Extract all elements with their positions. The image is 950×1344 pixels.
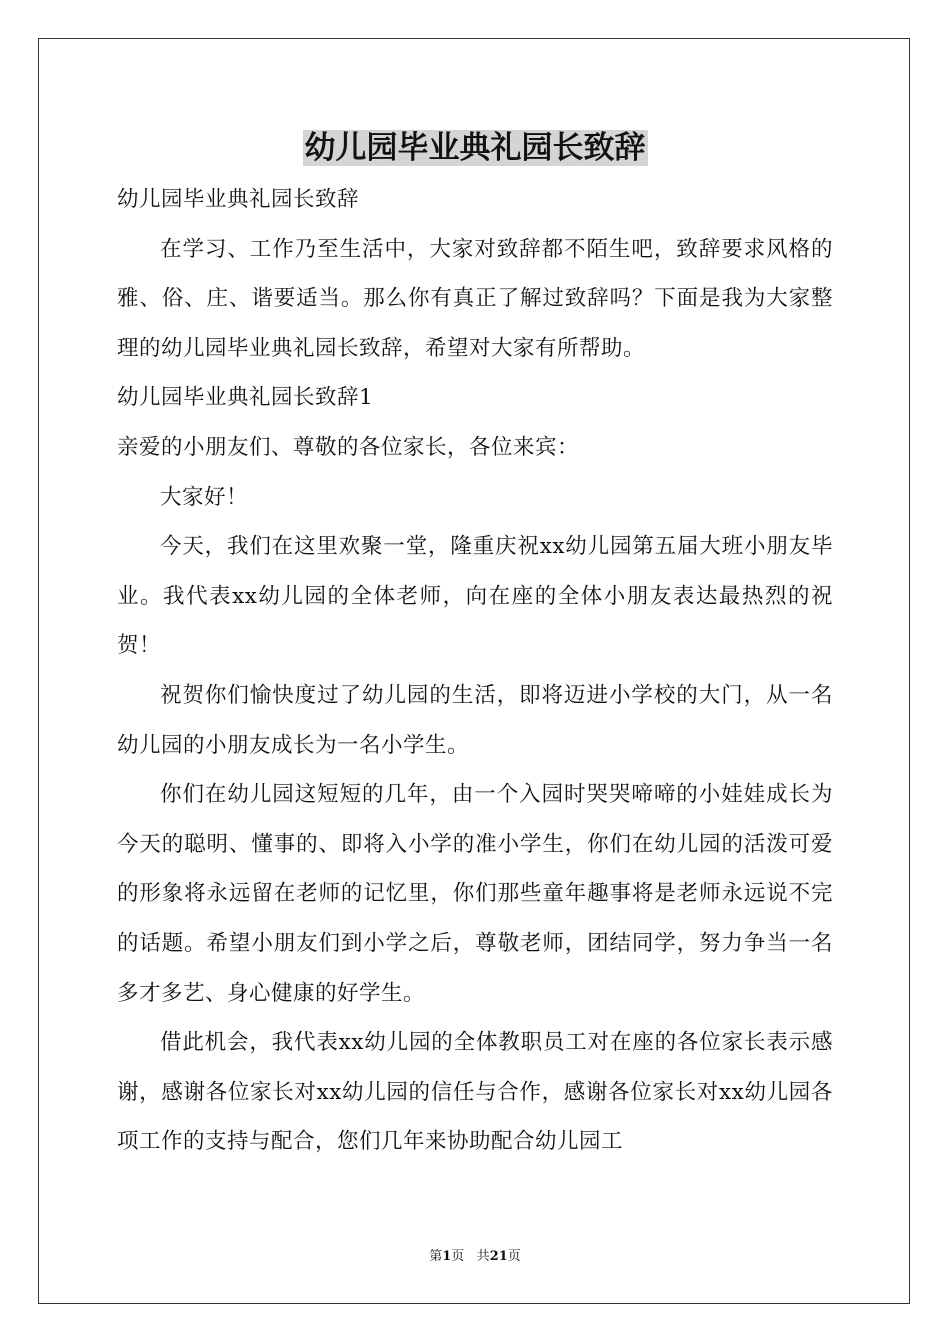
- paragraph-section-heading: 幼儿园毕业典礼园长致辞1: [117, 385, 374, 411]
- footer-page-suffix: 页: [451, 1249, 465, 1264]
- paragraph-body: 你们在幼儿园这短短的几年，由一个入园时哭哭啼啼的小娃娃成长为今天的聪明、懂事的、即将入小学的准小学生，你们在幼儿园的活泼可爱的形象将永远留在老师的记忆里，你们那些童年趣事将是老师永远说不完的话题。希望小朋友们到小学之后，尊敬老师，团结同学，努力争当一名多才多艺、身心健康的好学生。: [117, 782, 833, 1006]
- footer-total-suffix: 页: [507, 1249, 521, 1264]
- document-title-text: 幼儿园毕业典礼园长致辞: [304, 130, 646, 166]
- paragraph-body: 祝贺你们愉快度过了幼儿园的生活，即将迈进小学校的大门，从一名幼儿园的小朋友成长为一名小学生。: [117, 682, 833, 758]
- footer-total-prefix: 共: [476, 1249, 490, 1264]
- footer-total-pages: 21: [489, 1249, 508, 1264]
- page-footer: [0, 1249, 950, 1265]
- paragraph-intro: 在学习、工作乃至生活中，大家对致辞都不陌生吧，致辞要求风格的雅、俗、庄、谐要适当。那么你有真正了解过致辞吗？下面是我为大家整理的幼儿园毕业典礼园长致辞，希望对大家有所帮助。: [117, 236, 833, 361]
- footer-page-prefix: 第: [429, 1249, 443, 1264]
- document-body: [117, 175, 833, 1167]
- paragraph-body: 借此机会，我代表xx幼儿园的全体教职员工对在座的各位家长表示感谢，感谢各位家长对xx幼儿园的信任与合作，感谢各位家长对xx幼儿园各项工作的支持与配合，您们几年来协助配合幼儿园工: [117, 1030, 833, 1155]
- document-title: [0, 126, 950, 170]
- footer-page-number: 1: [442, 1249, 452, 1264]
- paragraph-greeting: 大家好！: [160, 484, 249, 510]
- paragraph-body: 今天，我们在这里欢聚一堂，隆重庆祝xx幼儿园第五届大班小朋友毕业。我代表xx幼儿园的全体老师，向在座的全体小朋友表达最热烈的祝贺！: [117, 534, 833, 659]
- paragraph-salutation: 亲爱的小朋友们、尊敬的各位家长，各位来宾：: [117, 434, 580, 460]
- paragraph-subtitle: 幼儿园毕业典礼园长致辞: [117, 187, 360, 212]
